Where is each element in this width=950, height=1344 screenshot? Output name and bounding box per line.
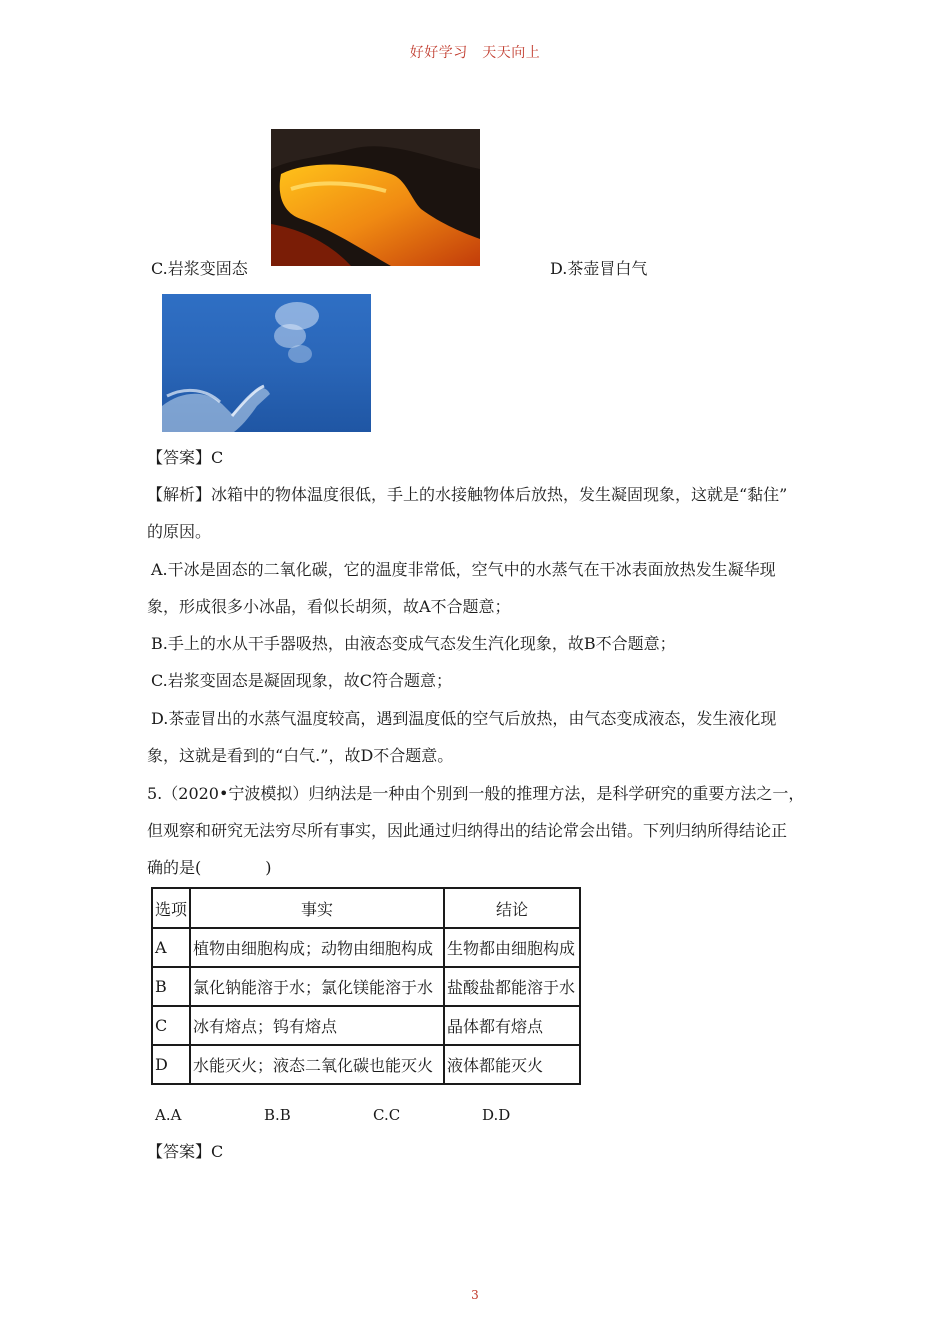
choice-a: A.A <box>155 1106 182 1124</box>
choice-b: B.B <box>264 1106 291 1124</box>
q4-option-d-line1: D.茶壶冒出的水蒸气温度较高，遇到温度低的空气后放热，由气态变成液态，发生液化现 <box>151 709 777 728</box>
q4-analysis-line1: 【解析】冰箱中的物体温度很低，手上的水接触物体后放热，发生凝固现象，这就是“黏住” <box>147 485 788 504</box>
q4-option-d-line2: 象，这就是看到的“白气.”，故D不合题意。 <box>147 746 454 765</box>
row-option: D <box>152 1045 190 1084</box>
row-conclusion: 盐酸盐都能溶于水 <box>444 967 580 1006</box>
option-c-label: C.岩浆变固态 <box>151 259 248 278</box>
choice-c: C.C <box>373 1106 401 1124</box>
q5-answer: 【答案】C <box>147 1142 224 1161</box>
header-option: 选项 <box>152 888 190 928</box>
row-fact: 冰有熔点；钨有熔点 <box>190 1006 444 1045</box>
header-conclusion: 结论 <box>444 888 580 928</box>
q4-option-a-line1: A.干冰是固态的二氧化碳，它的温度非常低，空气中的水蒸气在干冰表面放热发生凝华现 <box>151 560 776 579</box>
kettle-steam-photo <box>162 294 371 432</box>
header-fact: 事实 <box>190 888 444 928</box>
lava-illustration <box>271 129 480 266</box>
page-number: 3 <box>471 1288 479 1302</box>
row-fact: 水能灭火；液态二氧化碳也能灭火 <box>190 1045 444 1084</box>
row-fact: 植物由细胞构成；动物由细胞构成 <box>190 928 444 967</box>
lava-photo <box>271 129 480 266</box>
q4-option-b: B.手上的水从干手器吸热，由液态变成气态发生汽化现象，故B不合题意； <box>151 634 676 653</box>
q5-stem-line2: 但观察和研究无法穷尽所有事实，因此通过归纳得出的结论常会出错。下列归纳所得结论正 <box>147 821 788 840</box>
row-option: C <box>152 1006 190 1045</box>
choice-d: D.D <box>482 1106 511 1124</box>
kettle-illustration <box>162 294 371 432</box>
row-option: A <box>152 928 190 967</box>
q5-stem-line1: 5.（2020•宁波模拟）归纳法是一种由个别到一般的推理方法，是科学研究的重要方法之一， <box>147 784 805 803</box>
table-row <box>152 967 580 1006</box>
table-row <box>152 1045 580 1084</box>
table-row <box>152 928 580 967</box>
row-conclusion: 晶体都有熔点 <box>444 1006 580 1045</box>
row-fact: 氯化钠能溶于水；氯化镁能溶于水 <box>190 967 444 1006</box>
q4-analysis-line2: 的原因。 <box>147 522 212 541</box>
q4-option-c: C.岩浆变固态是凝固现象，故C符合题意； <box>151 671 453 690</box>
q4-answer: 【答案】C <box>147 448 224 467</box>
row-option: B <box>152 967 190 1006</box>
q4-option-a-line2: 象，形成很多小冰晶，看似长胡须，故A不合题意； <box>147 597 511 616</box>
q5-stem-line3: 确的是( ) <box>147 858 272 877</box>
q5-options-table <box>151 887 581 1085</box>
table-row <box>152 1006 580 1045</box>
row-conclusion: 液体都能灭火 <box>444 1045 580 1084</box>
page-header-motto: 好好学习 天天向上 <box>409 45 541 61</box>
option-d-label: D.茶壶冒白气 <box>550 259 648 278</box>
row-conclusion: 生物都由细胞构成 <box>444 928 580 967</box>
table-header-row <box>152 888 580 928</box>
